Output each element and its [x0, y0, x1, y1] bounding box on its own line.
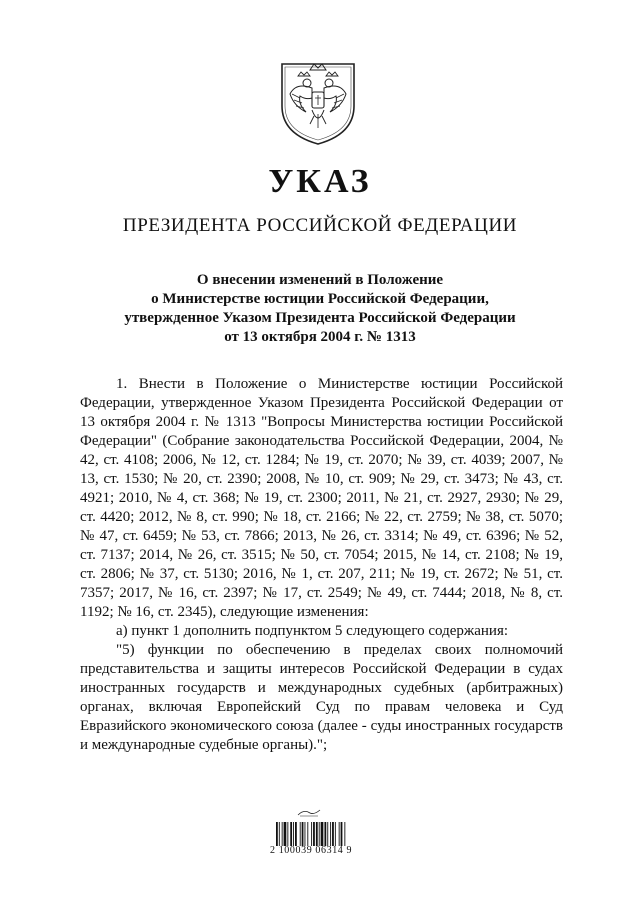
heading-line: от 13 октября 2004 г. № 1313 — [224, 329, 416, 345]
paragraph-1: 1. Внести в Положение о Министерстве юстиции Российской Федерации, утвержденное Указом Президента Российской Федерации от 13 октября 2004 г. № 1313 "Вопросы Министерства юстиции Российской Федерации" (Собрание законодательства Российской Федерации, 2004, № 42, ст. 4108; 2006, № 12, ст. 1284; № 19, ст. 2070; № 39, ст. 4039; 2007, № 13, ст. 1530; № 20, ст. 2390; 2008, № 10, ст. 909; № 29, ст. 3473; № 43, ст. 4921; 2010, № 4, ст. 368; № 19, ст. 2300; 2011, № 21, ст. 2927, 2930; № 29, ст. 4420; 2012, № 8, ст. 990; № 18, ст. 2166; № 22, ст. 2759; № 38, ст. 5070; № 47, ст. 6459; № 53, ст. 7866; 2013, № 26, ст. 3314; № 49, ст. 6396; № 52, ст. 7137; 2014, № 26, ст. 3515; № 50, ст. 7054; 2015, № 14, ст. 2108; № 19, ст. 2806; № 37, ст. 5130; 2016, № 1, ст. 207, 211; № 19, ст. 2672; № 51, ст. 7357; 2017, № 16, ст. 2397; № 17, ст. 2549; № 49, ст. 7444; 2018, № 8, ст. 1192; № 16, ст. 2345), следующие изменения: — [80, 376, 563, 620]
barcode — [268, 814, 378, 854]
barcode-mark-icon — [296, 807, 322, 817]
barcode-icon — [276, 822, 368, 846]
decree-body — [80, 375, 563, 755]
heading-line: утвержденное Указом Президента Российской Федерации — [124, 310, 516, 326]
paragraph-a: а) пункт 1 дополнить подпунктом 5 следующего содержания: — [116, 623, 509, 639]
document-subtitle: ПРЕЗИДЕНТА РОССИЙСКОЙ ФЕДЕРАЦИИ — [122, 215, 518, 236]
coat-of-arms-emblem — [276, 54, 360, 146]
heading-line: О внесении изменений в Положение — [196, 272, 444, 288]
barcode-number: 2 100039 06314 9 — [270, 845, 353, 856]
document-title: УКАЗ — [268, 163, 372, 200]
decree-heading — [90, 271, 550, 347]
heading-line: о Министерстве юстиции Российской Федерации, — [151, 291, 489, 307]
paragraph-quote: "5) функции по обеспечению в пределах своих полномочий представительства и защиты интересов Российской Федерации в судах иностранных государств и международных судебных (арбитражных) органах, включая Европейский Суд по правам человека и Суд Евразийского экономического союза (далее - суды иностранных государств и международные судебные органы)."; — [80, 642, 563, 753]
